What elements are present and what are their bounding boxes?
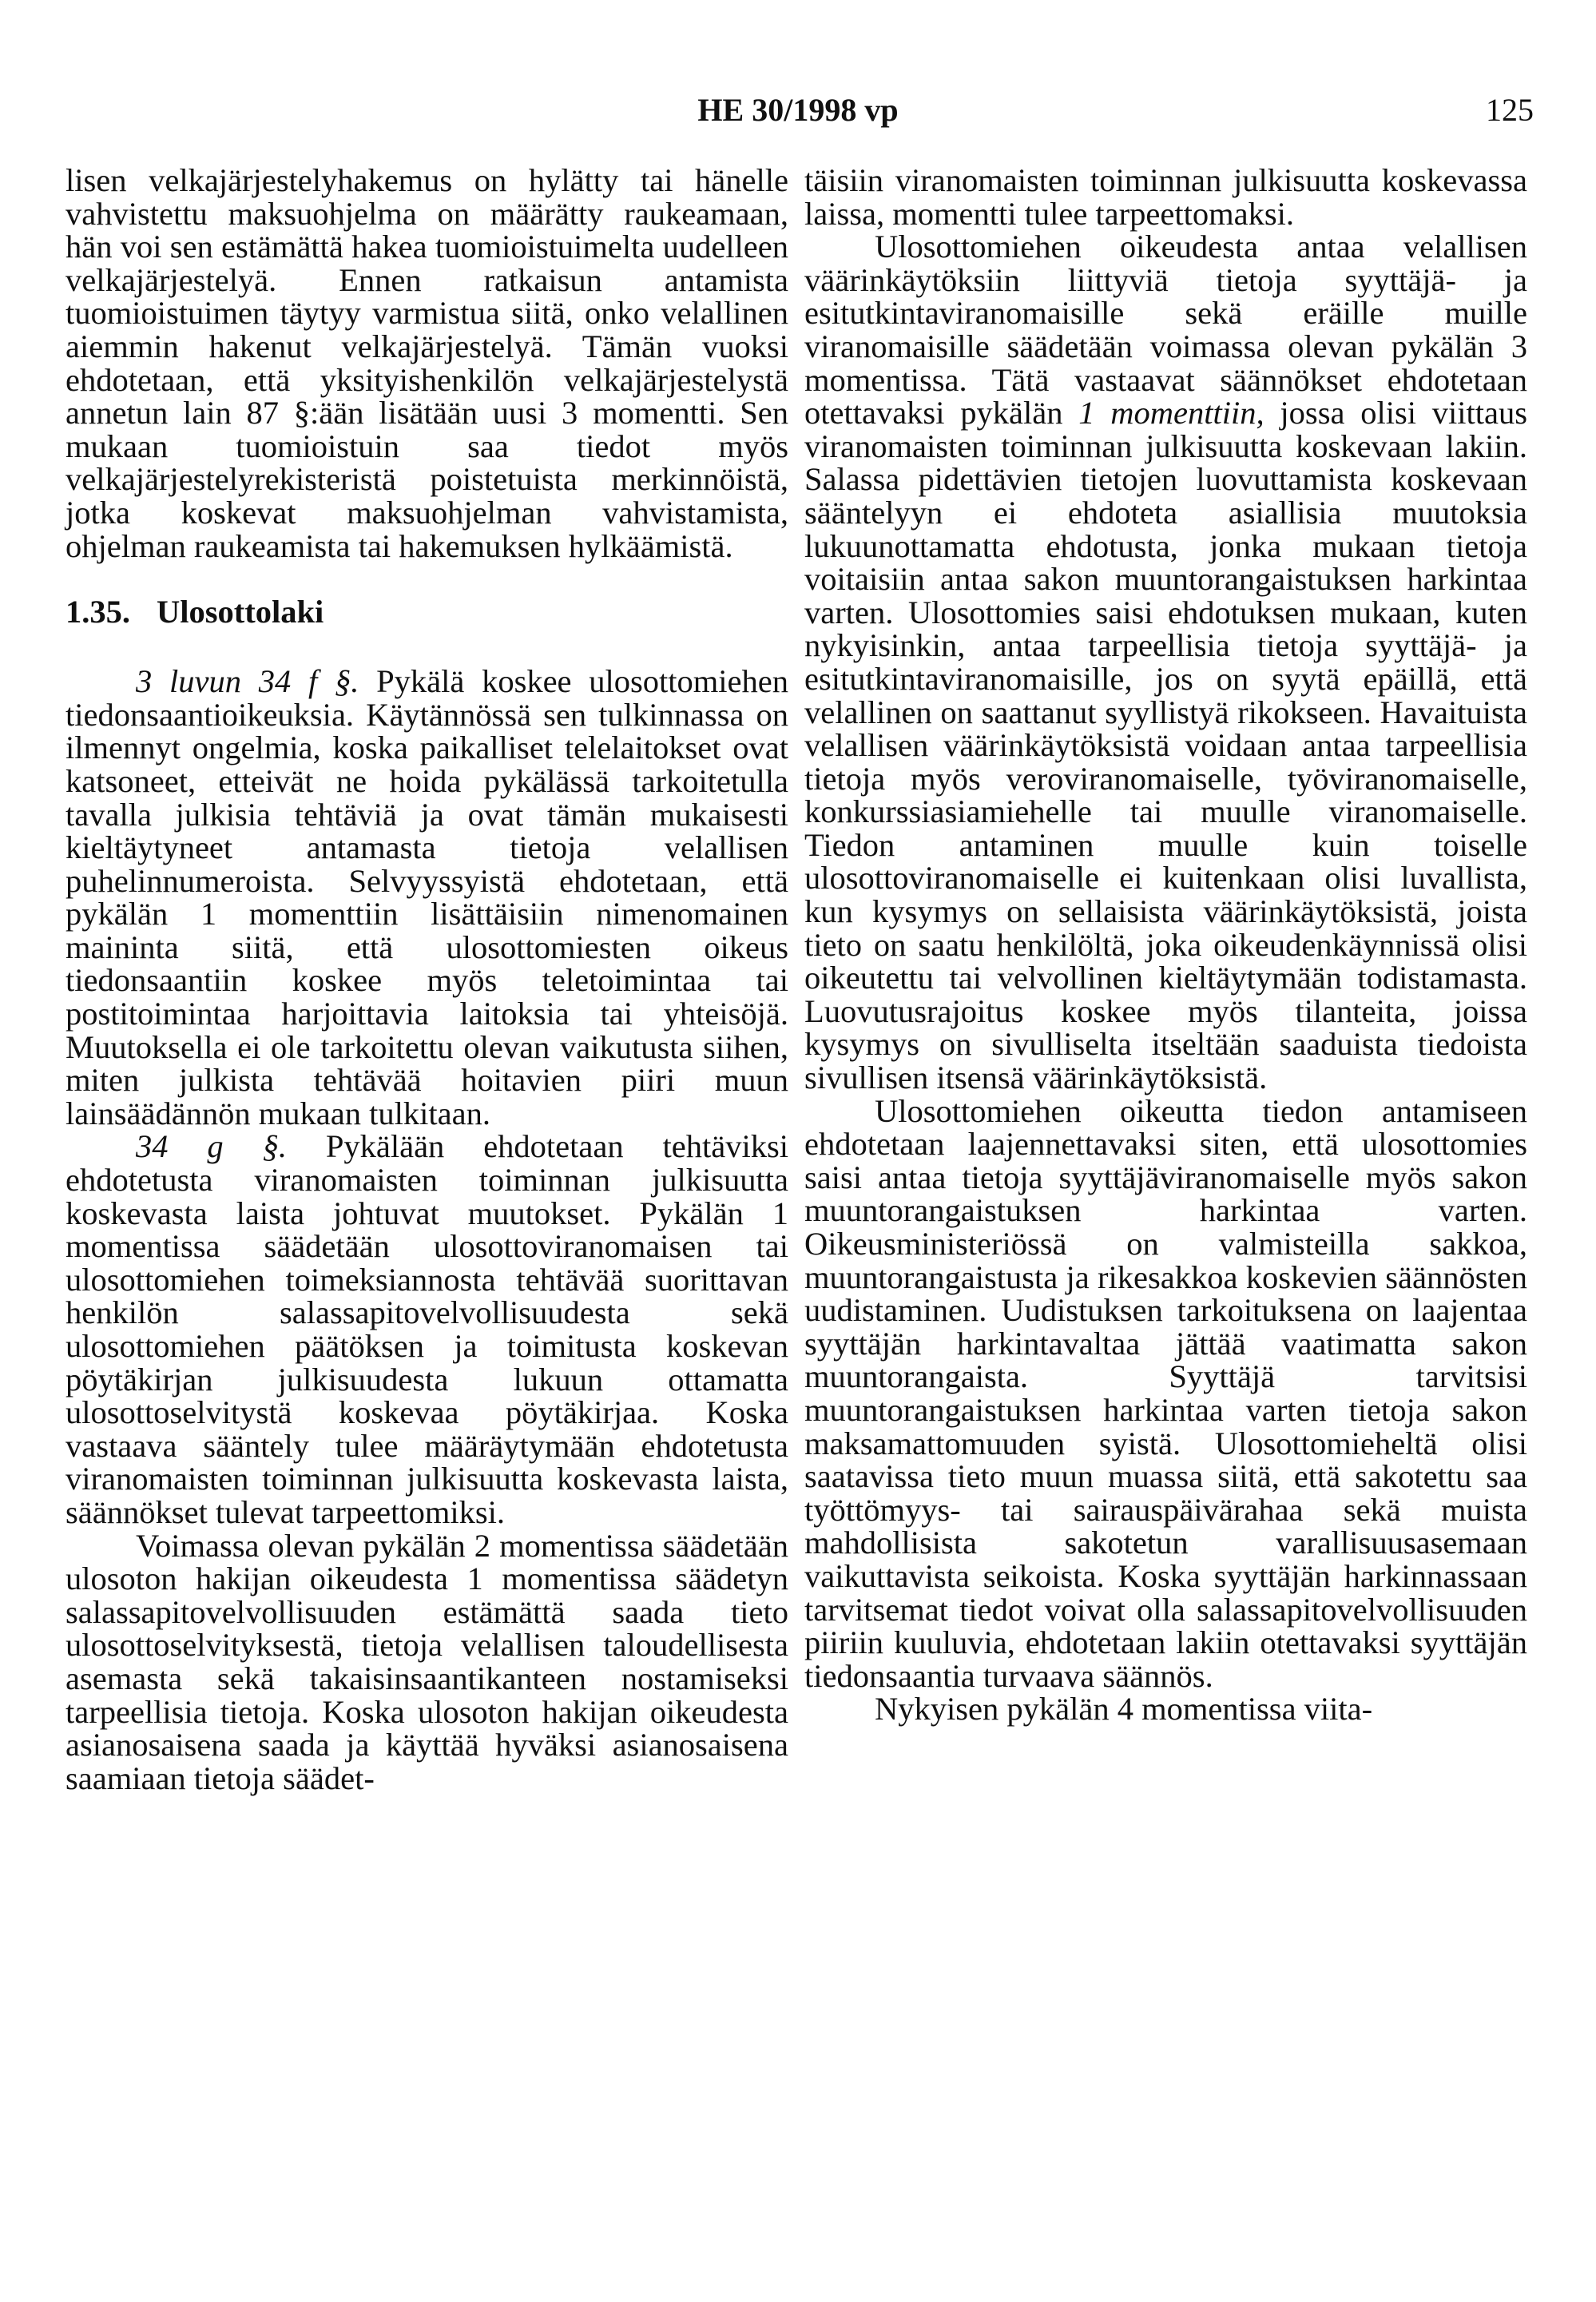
section-heading <box>66 594 788 630</box>
section-reference: 1 momenttiin, <box>1078 395 1264 431</box>
paragraph <box>66 1130 788 1529</box>
page-number: 125 <box>1486 92 1534 128</box>
paragraph: Ulosottomiehen oikeutta tiedon antamiseen ehdotetaan laajennettavaksi siten, että ulosottomies saisi antaa tietoja syyttäjäviranomaiselle myös sakon muuntorangaistuksen harkintaa varten. Oikeusministeriössä on valmisteilla sakkoa, muuntorangaistusta ja rikesakkoa koskevien säännösten uudistaminen. Uudistuksen tarkoituksena on laajentaa syyttäjän harkintavaltaa jättää vaatimatta sakon muuntorangaista. Syyttäjä tarvitsisi muuntorangaistuksen harkintaa varten tietoja sakon maksamattomuuden syistä. Ulosottomieheltä olisi saatavissa tieto muun muassa siitä, että sakotettu saa työttömyys- tai sairauspäivärahaa sekä muista mahdollisista sakotetun varallisuusasemaan vaikuttavista seikoista. Koska syyttäjän harkinnassaan tarvitsemat tiedot voivat olla salassapitovelvollisuuden piiriin kuuluvia, ehdotetaan lakiin otettavaksi syyttäjän tiedonsaantia turvaava säännös. <box>804 1092 1527 1694</box>
left-column <box>66 164 788 1795</box>
paragraph-text: Pykälään ehdotetaan tehtäviksi ehdotetusta viranomaisten toiminnan julkisuutta koskevasta laista johtuvat muutokset. Pykälän 1 momentissa säädetään ulosottoviranomaisen tai ulosottomiehen toimeksiannosta tehtävää suorittavan henkilön salassapitovelvollisuudesta sekä ulosottomiehen päätöksen ja toimitusta koskevan pöytäkirjan julkisuudesta lukuun ottamatta ulosottoselvitystä koskevaa pöytäkirjaa. Koska vastaava sääntely tulee määräytymään ehdotetusta viranomaisten toiminnan julkisuutta koskevasta laista, säännökset tulevat tarpeettomiksi. <box>66 1128 788 1530</box>
section-reference: 3 luvun 34 f §. <box>136 663 359 700</box>
right-column <box>804 164 1527 1726</box>
section-number: 1.35. <box>66 594 130 630</box>
paragraph-text: Ulosottomiehen oikeudesta antaa velallisen väärinkäytöksiin liittyviä tietoja syyttäjä- ja esitutkintaviranomaisille sekä eräille muille viranomaisille säädetään voimassa olevan pykälän 3 momentissa. Tätä vastaavat säännökset ehdotetaan otettavaksi pykälän <box>804 229 1527 431</box>
running-header <box>0 86 1596 134</box>
section-reference: 34 g §. <box>136 1128 287 1165</box>
paragraph-text: jossa olisi viittaus viranomaisten toiminnan julkisuutta koskevaan lakiin. Salassa pidettävien tietojen luovuttamista koskevaan sääntelyyn ei ehdoteta asiallisia muutoksia lukuunottamatta ehdotusta, jonka mukaan tietoja voitaisiin antaa sakon muuntorangaistuksen harkintaa varten. Ulosottomies saisi ehdotuksen mukaan, kuten nykyisinkin, antaa tarpeellisia tietoja syyttäjä- ja esitutkintaviranomaisille, jos on syytä epäillä, että velallinen on saattanut syyllistyä rikokseen. Havaituista velallisen väärinkäytöksistä voidaan antaa tarpeellisia tietoja myös veroviranomaiselle, työviranomaiselle, konkurssiasiamiehelle tai muulle viranomaiselle. Tiedon antaminen muulle kuin toiselle ulosottoviranomaiselle ei kuitenkaan olisi luvallista, kun kysymys on sellaisista väärinkäytöksistä, joista tieto on saatu henkilöltä, joka oikeudenkäynnissä olisi oikeutettu tai velvollinen kieltäytymään todistamasta. Luovutusrajoitus koskee myös tilanteita, joissa kysymys on sivulliselta itseltään saaduista tiedoista sivullisen itsensä väärinkäytöksistä. <box>804 395 1528 1096</box>
paragraph <box>66 665 788 1130</box>
document-id: HE 30/1998 vp <box>697 92 899 128</box>
paragraph <box>804 230 1527 1094</box>
section-title: Ulosottolaki <box>157 594 324 630</box>
paragraph: Nykyisen pykälän 4 momentissa viita- <box>875 1691 1373 1727</box>
paragraph: täisiin viranomaisten toiminnan julkisuutta koskevassa laissa, momentti tulee tarpeettomaksi. <box>804 162 1527 232</box>
paragraph: lisen velkajärjestelyhakemus on hylätty tai hänelle vahvistettu maksuohjelma on määrätty raukeamaan, hän voi sen estämättä hakea tuomioistuimelta uudelleen velkajärjestelyä. Ennen ratkaisun antamista tuomioistuimen täytyy varmistua siitä, onko velallinen aiemmin hakenut velkajärjestelyä. Tämän vuoksi ehdotetaan, että yksityishenkilön velkajärjestelystä annetun lain 87 §:ään lisätään uusi 3 momentti. Sen mukaan tuomioistuin saa tiedot myös velkajärjestelyrekisteristä poistetuista merkinnöistä, jotka koskevat maksuohjelman vahvistamista, ohjelman raukeamista tai hakemuksen hylkäämistä. <box>66 162 788 564</box>
paragraph-text: Pykälä koskee ulosottomiehen tiedonsaantioikeuksia. Käytännössä sen tulkinnassa on ilmennyt ongelmia, koska paikalliset telelaitokset ovat katsoneet, etteivät ne hoida pykälässä tarkoitetulla tavalla julkisia tehtäviä ja ovat tämän mukaisesti kieltäytyneet antamasta tietoja velallisen puhelinnumeroista. Selvyyssyistä ehdotetaan, että pykälän 1 momenttiin lisättäisiin nimenomainen maininta siitä, että ulosottomiesten oikeus tiedonsaantiin koskee myös teletoimintaa tai postitoimintaa harjoittavia laitoksia tai yhteisöjä. Muutoksella ei ole tarkoitettu olevan vaikutusta siihen, miten julkista tehtävää hoitavien piiri muun lainsäädännön mukaan tulkitaan. <box>66 663 788 1131</box>
paragraph: Voimassa olevan pykälän 2 momentissa säädetään ulosoton hakijan oikeudesta 1 momentissa säädetyn salassapitovelvollisuuden estämättä saada tieto ulosottoselvityksestä, tietoja velallisen taloudellisesta asemasta sekä takaisinsaantikanteen nostamiseksi tarpeellisia tietoja. Koska ulosoton hakijan oikeudesta asianosaisena saada ja käyttää hyväksi asianosaisena saamiaan tietoja säädet- <box>66 1527 788 1796</box>
